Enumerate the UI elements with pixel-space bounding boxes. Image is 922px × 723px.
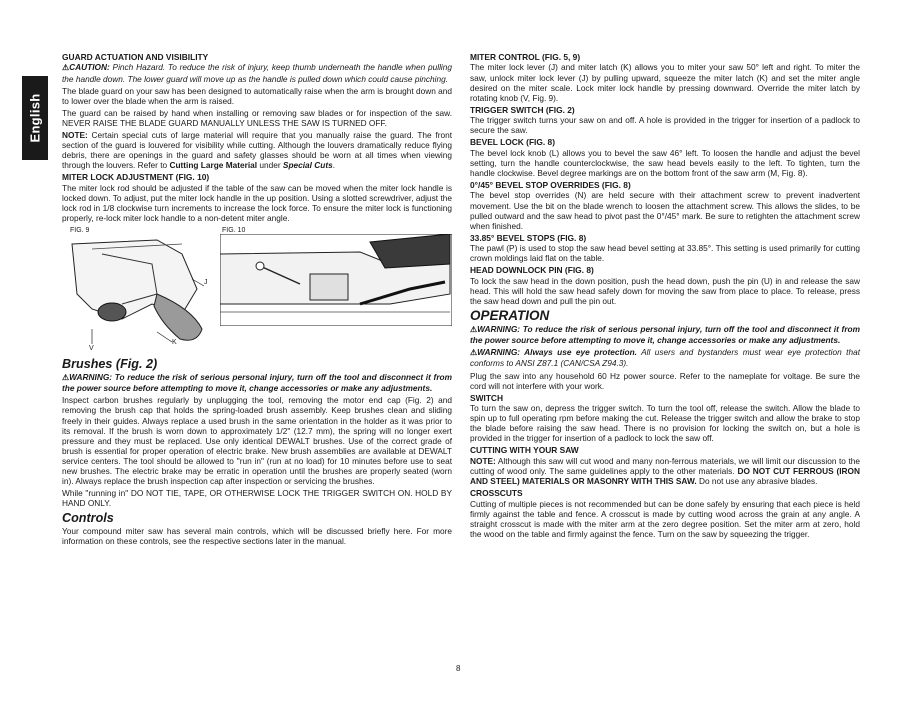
right-column — [470, 52, 860, 541]
fig9-callout-j: J — [204, 279, 208, 287]
guard-note: NOTE: Certain special cuts of large material will require that you manually raise the guard. The front section of the guard is louvered for visibility while cutting. Although the louvers dramatically reduce flying debris, there are openings in the guard and safety glasses should be worn at all times when viewing through the louvers. Refer to Cutting Large Material under Special Cuts. — [62, 129, 452, 171]
cutting-note: NOTE: Although this saw will cut wood and many non-ferrous materials, we will limit our discussion to the cutting of wood only. The same guidelines apply to the other materials. DO NOT CUT FERROUS (IRON AND STEEL) MATERIALS OR MASONRY WITH THIS SAW. Do not use any abrasive blades. — [470, 455, 860, 487]
guard-paragraph-2: The guard can be raised by hand when installing or removing saw blades or for inspection of the saw. NEVER RAISE THE BLADE GUARD MANUALLY UNLESS THE SAW IS TURNED OFF. — [62, 107, 452, 128]
warning-triangle-icon: ⚠ — [470, 348, 478, 358]
trigger-paragraph: The trigger switch turns your saw on and off. A hole is provided in the trigger for insertion of a padlock to secure the saw. — [470, 115, 860, 136]
language-tab — [22, 76, 48, 160]
head-pin-paragraph: To lock the saw head in the down position, push the head down, push the pin (U) in and release the saw head. This will hold the saw head safely down for moving the saw from place to place. To release, press the saw head down and pull the pin out. — [470, 275, 860, 307]
brushes-paragraph-1: Inspect carbon brushes regularly by unplugging the tool, removing the motor end cap (Fig. 2) and removing the brush cap that holds the spring-loaded brush assembly. Keep brushes clean and sliding freely in their guides. Always replace a used brush in the same orientation in the holder as it was prior to its removal. If the brush is worn down to approximately 1/2" (12.7 mm), the spring will no longer exert pressure and they must be replaced. Use only identical DEWALT brushes. Use of the correct grade of brush is essential for proper operation of electric brake. New brush assemblies are available at DEWALT service centers. The tool should be allowed to "run in" (run at no load) for 10 minutes before use to seat new brushes. The electric brake may be erratic in operation until the brushes are properly seated (worn in). Always replace the brush inspection cap after inspection or servicing the brushes. — [62, 395, 452, 487]
bevel-lock-heading: BEVEL LOCK (FIG. 8) — [470, 137, 555, 148]
head-pin-heading: HEAD DOWNLOCK PIN (FIG. 8) — [470, 265, 594, 276]
miter-control-paragraph: The miter lock lever (J) and miter latch (K) allows you to miter your saw 50° left and right. To miter the saw, unlock miter lock lever (J) by pulling upward, squeeze the miter latch (K) and set the miter angle desired on the miter scale. Lock miter lock handle by pressing downward. Override the miter latch by rotating knob (V, Fig. 9). — [470, 62, 860, 103]
fig10-illustration — [220, 234, 452, 326]
bevel-stops-paragraph: The pawl (P) is used to stop the saw head bevel setting at 33.85°. This setting is used primarily for cutting crown moldings laid flat on the table. — [470, 243, 860, 264]
left-column — [62, 52, 452, 549]
warning-triangle-icon: ⚠ — [62, 373, 70, 383]
stop-overrides-heading: 0°/45° BEVEL STOP OVERRIDES (FIG. 8) — [470, 180, 631, 191]
guard-heading: GUARD ACTUATION AND VISIBILITY — [62, 52, 209, 62]
brushes-paragraph-2: While "running in" DO NOT TIE, TAPE, OR OTHERWISE LOCK THE TRIGGER SWITCH ON. HOLD BY HAND ONLY. — [62, 488, 452, 509]
operation-paragraph: Plug the saw into any household 60 Hz power source. Refer to the nameplate for voltage. Be sure the cord will not interfere with your work. — [470, 370, 860, 391]
page-number: 8 — [456, 664, 461, 673]
cutting-heading: CUTTING WITH YOUR SAW — [470, 445, 579, 456]
guard-paragraph-1: The blade guard on your saw has been designed to automatically raise when the arm is brought down and to lower over the blade when the arm is raised. — [62, 85, 452, 106]
warning-triangle-icon: ⚠ — [470, 325, 478, 335]
guard-caution: ⚠CAUTION: Pinch Hazard. To reduce the risk of injury, keep thumb underneath the handle when pulling the handle down. The lower guard will move up as the handle is pulled down which could cause pinching. — [62, 62, 452, 84]
fig9-callout-k: K — [172, 339, 177, 347]
fig9-label: FIG. 9 — [70, 227, 90, 235]
language-tab-label: English — [27, 93, 43, 143]
miter-control-heading: MITER CONTROL (FIG. 5, 9) — [470, 52, 581, 62]
brushes-heading: Brushes (Fig. 2) — [62, 357, 158, 372]
controls-paragraph: Your compound miter saw has several main controls, which will be discussed briefly here. For more information on these controls, see the respective sections later in the manual. — [62, 526, 452, 547]
switch-paragraph: To turn the saw on, depress the trigger switch. To turn the tool off, release the switch. Allow the blade to spin up to full operating rpm before making the cut. Release the trigger switch and allow the brake to stop the blade before raising the saw head. There is no provision for locking the switch on, but a hole is provided in the trigger for insertion of a padlock to lock the saw off. — [470, 403, 860, 444]
figures-row — [62, 226, 452, 354]
fig9-illustration — [62, 234, 212, 354]
crosscuts-heading: CROSSCUTS — [470, 488, 523, 499]
stop-overrides-paragraph: The bevel stop overrides (N) are held secure with their attachment screw to prevent inadvertent movement. Use the bit on the blade wrench to loosen the attachment screw. This allows the slides, to be pulled outward and the saw head to pivot past the 0°/45° mark. Be sure to retighten the attachment screw when finished. — [470, 190, 860, 231]
fig9-callout-v: V — [89, 345, 94, 353]
warning-triangle-icon: ⚠ — [62, 63, 70, 73]
bevel-lock-paragraph: The bevel lock knob (L) allows you to bevel the saw 46° left. To loosen the handle and adjust the bevel setting, turn the handle counterclockwise, the saw head bevels easily to the left. To tighten, turn the handle clockwise. Bevel degree markings are on the bottom front of the saw arm (M, Fig. 8). — [470, 147, 860, 178]
operation-heading: OPERATION — [470, 308, 550, 324]
fig10-label: FIG. 10 — [222, 227, 246, 235]
switch-heading: SWITCH — [470, 392, 504, 403]
miter-lock-paragraph: The miter lock rod should be adjusted if the table of the saw can be moved when the miter lock handle is locked down. To adjust, put the miter lock handle in the up position. Using a slotted screwdriver, adjust the lock rod in 1/8 clockwise turn increments to increase the lock force. To ensure the miter lock is functioning properly, re-lock miter lock handle to a non-detent miter angle. — [62, 182, 452, 224]
controls-heading: Controls — [62, 511, 114, 526]
bevel-stops-heading: 33.85° BEVEL STOPS (FIG. 8) — [470, 232, 587, 243]
operation-warning-2: ⚠WARNING: Always use eye protection. All users and bystanders must wear eye protection that conforms to ANSI Z87.1 (CAN/CSA Z94.3). — [470, 347, 860, 369]
operation-warning-1: ⚠WARNING: To reduce the risk of serious personal injury, turn off the tool and disconnect it from the power source before attempting to move it, change accessories or make any adjustments. — [470, 324, 860, 346]
crosscuts-paragraph: Cutting of multiple pieces is not recommended but can be done safely by ensuring that each piece is held firmly against the table and fence. A crosscut is made by cutting wood across the grain at any angle. A straight crosscut is made with the miter arm at the zero degree position. Set the miter arm at zero, hold the wood on the table and firmly against the fence. Turn on the saw by squeezing the trigger. — [470, 498, 860, 539]
trigger-heading: TRIGGER SWITCH (FIG. 2) — [470, 104, 575, 115]
brushes-warning: ⚠WARNING: To reduce the risk of serious personal injury, turn off the tool and disconnect it from the power source before attempting to move it, change accessories or make any adjustments. — [62, 372, 452, 394]
miter-lock-heading: MITER LOCK ADJUSTMENT (FIG. 10) — [62, 172, 210, 183]
